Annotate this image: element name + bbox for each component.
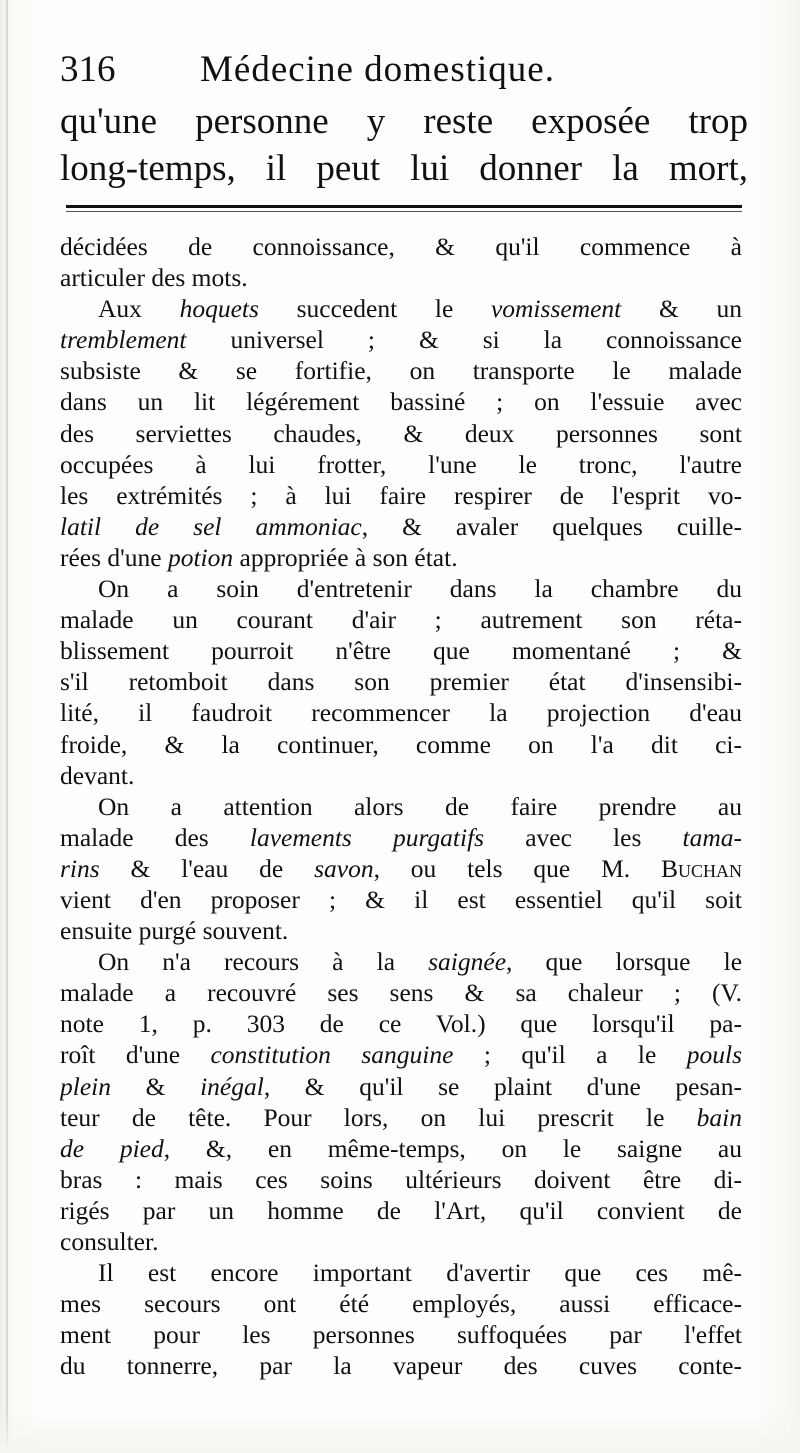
text-line: de pied, &, en même-temps, on le saigne au — [60, 1133, 742, 1163]
page-bottom-shade — [0, 1410, 800, 1453]
text-line: On a soin d'entretenir dans la chambre du — [98, 574, 742, 604]
text-line: malade des lavements purgatifs avec les tama- — [60, 822, 742, 852]
text-line: note 1, p. 303 de ce Vol.) que lorsqu'il pa- — [60, 1009, 742, 1039]
text-line: rées d'une potion appropriée à son état. — [60, 542, 458, 572]
body-text — [60, 231, 742, 1381]
carried-line: long-temps, il peut lui donner la mort, — [60, 148, 748, 189]
text-line: malade a recouvré ses sens & sa chaleur ; (V. — [60, 978, 742, 1008]
text-line: des serviettes chaudes, & deux personnes sont — [60, 418, 742, 448]
text-line: teur de tête. Pour lors, on lui prescrit le bain — [60, 1102, 742, 1132]
text-line: plein & inégal, & qu'il se plaint d'une pesan- — [60, 1071, 742, 1101]
text-line: froide, & la continuer, comme on l'a dit ci- — [60, 729, 742, 759]
text-line: tremblement universel ; & si la connoissance — [60, 325, 742, 355]
carried-line: qu'une personne y reste exposée trop — [60, 101, 748, 142]
page-number: 316 — [60, 49, 116, 90]
text-line: bras : mais ces soins ultérieurs doivent être di- — [60, 1164, 742, 1194]
text-line: Aux hoquets succedent le vomissement & un — [98, 294, 742, 324]
text-line: subsiste & se fortifie, on transporte le malade — [60, 356, 742, 386]
text-line: devant. — [60, 760, 135, 790]
text-line: ensuite purgé souvent. — [60, 916, 289, 946]
text-line: ment pour les personnes suffoquées par l'effet — [60, 1320, 742, 1350]
text-line: latil de sel ammoniac, & avaler quelques cuille- — [60, 511, 742, 541]
text-line: décidées de connoissance, & qu'il commence à — [60, 232, 742, 261]
page-header — [60, 42, 750, 102]
text-line: roît d'une constitution sanguine ; qu'il a le pouls — [60, 1040, 742, 1070]
section-rule — [66, 205, 742, 208]
text-line: du tonnerre, par la vapeur des cuves conte- — [60, 1351, 742, 1381]
text-line: rins & l'eau de savon, ou tels que M. Buchan — [60, 853, 742, 883]
text-line: consulter. — [60, 1227, 159, 1256]
text-line: blissement pourroit n'être que momentané ; & — [60, 636, 742, 666]
section-rule-thin — [66, 211, 742, 212]
text-line: dans un lit légérement bassiné ; on l'essuie avec — [60, 387, 742, 417]
text-line: vient d'en proposer ; & il est essentiel qu'il soit — [60, 884, 742, 914]
page-edge — [6, 0, 8, 1453]
text-line: occupées à lui frotter, l'une le tronc, l'autre — [60, 449, 742, 479]
text-line: On a attention alors de faire prendre au — [98, 791, 742, 821]
text-line: mes secours ont été employés, aussi efficace- — [60, 1289, 742, 1319]
text-line: s'il retomboit dans son premier état d'insensibi- — [60, 667, 742, 697]
text-line: rigés par un homme de l'Art, qu'il convient de — [60, 1195, 742, 1225]
text-line: On n'a recours à la saignée, que lorsque le — [98, 947, 742, 977]
running-title: Médecine domestique. — [200, 49, 555, 90]
text-line: malade un courant d'air ; autrement son réta- — [60, 605, 742, 635]
text-line: lité, il faudroit recommencer la projection d'eau — [60, 698, 742, 728]
text-line: les extrémités ; à lui faire respirer de l'esprit vo- — [60, 480, 742, 510]
text-line: Il est encore important d'avertir que ces mê- — [98, 1258, 742, 1288]
text-line: articuler des mots. — [60, 263, 248, 293]
carried-over-lines — [60, 98, 748, 192]
